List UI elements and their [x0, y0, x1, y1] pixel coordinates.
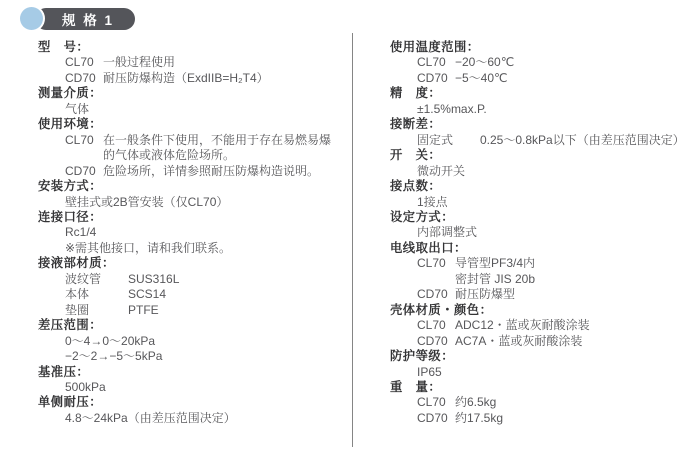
- spec-section: [38, 40, 346, 86]
- spec-section: [390, 241, 698, 303]
- spec-line-key: 本体: [65, 287, 90, 302]
- spec-line-text: 耐压防爆构造（ExdIIB=H₂T4）: [103, 70, 269, 85]
- spec-column-right: [390, 40, 698, 426]
- spec-line: [38, 241, 346, 256]
- spec-line-key: CD70: [65, 70, 96, 85]
- spec-line: [38, 55, 346, 70]
- spec-line: [390, 395, 698, 410]
- spec-line: [390, 256, 698, 271]
- spec-label: 壳体材质・颜色：: [390, 302, 493, 317]
- spec-section: [38, 365, 346, 396]
- spec-line-text: 4.8～24kPa（由差压范围决定）: [65, 410, 236, 425]
- spec-section: [390, 117, 698, 148]
- spec-line: [390, 133, 698, 148]
- spec-section: [390, 40, 698, 86]
- spec-section: [390, 380, 698, 426]
- spec-line-text: 危险场所，详情参照耐压防爆构造说明。: [103, 163, 320, 178]
- spec-line-text: 耐压防爆型: [455, 287, 516, 302]
- spec-line: [38, 303, 346, 318]
- spec-line-text: ※需其他接口，请和我们联系。: [65, 240, 232, 255]
- spec-line-text: 壁挂式或2B管安装（仅CL70）: [65, 194, 229, 209]
- spec-section: [390, 210, 698, 241]
- spec-line-text: 0～4→0～20kPa: [65, 333, 156, 348]
- spec-line-text: −2～2→−5～5kPa: [65, 349, 163, 364]
- spec-line: [38, 380, 346, 395]
- spec-line-text: ADC12・蓝或灰耐酸涂装: [455, 318, 590, 333]
- spec-section: [390, 148, 698, 179]
- spec-label: 使用温度范围：: [390, 40, 480, 54]
- spec-section: [390, 86, 698, 117]
- spec-line-key: CL70: [417, 318, 446, 333]
- spec-line-key: CD70: [417, 287, 448, 302]
- spec-line: [390, 71, 698, 86]
- spec-line-text: 微动开关: [417, 163, 466, 178]
- spec-line-text: SCS14: [128, 287, 167, 302]
- spec-section: [38, 86, 346, 117]
- spec-line-text: ±1.5%max.P.: [417, 101, 487, 116]
- spec-line: [38, 287, 346, 302]
- spec-line-text: 在一般条件下使用，不能用于存在易燃易爆: [103, 132, 332, 147]
- spec-label: 开 关：: [390, 148, 442, 163]
- spec-line: [38, 195, 346, 210]
- spec-label: 测量介质：: [38, 86, 102, 101]
- spec-line-key: CD70: [417, 333, 448, 348]
- spec-label: 接点数：: [390, 179, 442, 194]
- spec-line-key: CD70: [65, 163, 96, 178]
- spec-line-text: 约17.5kg: [455, 410, 504, 425]
- spec-label: 差压范围：: [38, 318, 102, 333]
- spec-line-text: 气体: [65, 101, 90, 116]
- spec-label: 防护等级：: [390, 349, 454, 364]
- spec-label: 电线取出口：: [390, 240, 467, 255]
- spec-line-text: PTFE: [128, 302, 159, 317]
- spec-line-key: 波纹管: [65, 271, 102, 286]
- spec-line: [390, 55, 698, 70]
- spec-line-text: 导管型PF3/4内: [455, 256, 536, 271]
- spec-line-text: SUS316L: [128, 271, 180, 286]
- spec-line-text: 约6.5kg: [455, 395, 497, 410]
- spec-line: [38, 71, 346, 86]
- spec-label: 单侧耐压：: [38, 395, 102, 410]
- spec-label: 接断差：: [390, 117, 442, 132]
- spec-line-key: 固定式: [417, 132, 454, 147]
- spec-line-text: 密封管 JIS 20b: [455, 271, 536, 286]
- page-title: 规 格 1: [61, 13, 114, 28]
- spec-label: 接液部材质：: [38, 256, 115, 271]
- spec-line: [390, 272, 698, 287]
- spec-section: [38, 117, 346, 179]
- spec-line: [38, 102, 346, 117]
- spec-line-key: CL70: [65, 132, 94, 147]
- spec-line: [390, 102, 698, 117]
- spec-section: [38, 395, 346, 426]
- spec-line: [390, 225, 698, 240]
- spec-label: 型 号：: [38, 40, 90, 54]
- spec-line-text: 的气体或液体危险场所。: [103, 148, 236, 163]
- spec-line: [390, 365, 698, 380]
- spec-line: [390, 287, 698, 302]
- spec-line-key: CL70: [65, 55, 94, 70]
- spec-line-text: 500kPa: [65, 379, 106, 394]
- spec-line-text: AC7A・蓝或灰耐酸涂装: [455, 333, 583, 348]
- spec-line: [38, 411, 346, 426]
- spec-line: [390, 164, 698, 179]
- spec-section: [390, 303, 698, 349]
- spec-line-key: CD70: [417, 410, 448, 425]
- spec-line-text: 1接点: [417, 194, 448, 209]
- spec-line-text: 内部调整式: [417, 225, 478, 240]
- spec-line: [38, 133, 346, 148]
- spec-label: 设定方式：: [390, 209, 454, 224]
- spec-line-text: IP65: [417, 364, 442, 379]
- spec-line: [38, 164, 346, 179]
- spec-column-left: [38, 40, 346, 426]
- spec-section: [38, 318, 346, 364]
- spec-line: [38, 148, 346, 163]
- spec-line-text: −5～40℃: [455, 70, 508, 85]
- spec-line-text: 0.25～0.8kPa以下（由差压范围决定）: [480, 132, 685, 147]
- spec-section: [38, 256, 346, 318]
- spec-section: [38, 179, 346, 210]
- spec-line-text: Rc1/4: [65, 225, 97, 240]
- header-circle-decoration: [20, 7, 43, 30]
- column-divider: [352, 33, 353, 447]
- spec-line: [38, 225, 346, 240]
- spec-section: [38, 210, 346, 256]
- spec-line: [390, 411, 698, 426]
- spec-line: [38, 272, 346, 287]
- spec-line-text: 一般过程使用: [103, 55, 176, 70]
- spec-section: [390, 349, 698, 380]
- spec-line: [38, 349, 346, 364]
- spec-label: 使用环境：: [38, 117, 102, 132]
- spec-line: [38, 334, 346, 349]
- spec-label: 连接口径：: [38, 209, 102, 224]
- spec-label: 安装方式：: [38, 179, 102, 194]
- spec-line-key: [65, 148, 103, 163]
- spec-line-key: CL70: [417, 55, 446, 70]
- spec-line-text: −20～60℃: [455, 55, 515, 70]
- spec-line: [390, 318, 698, 333]
- spec-line-key: [417, 272, 455, 287]
- spec-label: 精 度：: [390, 86, 442, 101]
- spec-label: 基准压：: [38, 364, 90, 379]
- spec-line-key: CD70: [417, 70, 448, 85]
- spec-label: 重 量：: [390, 379, 442, 394]
- spec-section: [390, 179, 698, 210]
- spec-line-key: 垫圈: [65, 302, 90, 317]
- header-title-pill: [35, 8, 135, 30]
- spec-line-key: CL70: [417, 256, 446, 271]
- spec-line: [390, 334, 698, 349]
- spec-line-key: CL70: [417, 395, 446, 410]
- spec-line: [390, 195, 698, 210]
